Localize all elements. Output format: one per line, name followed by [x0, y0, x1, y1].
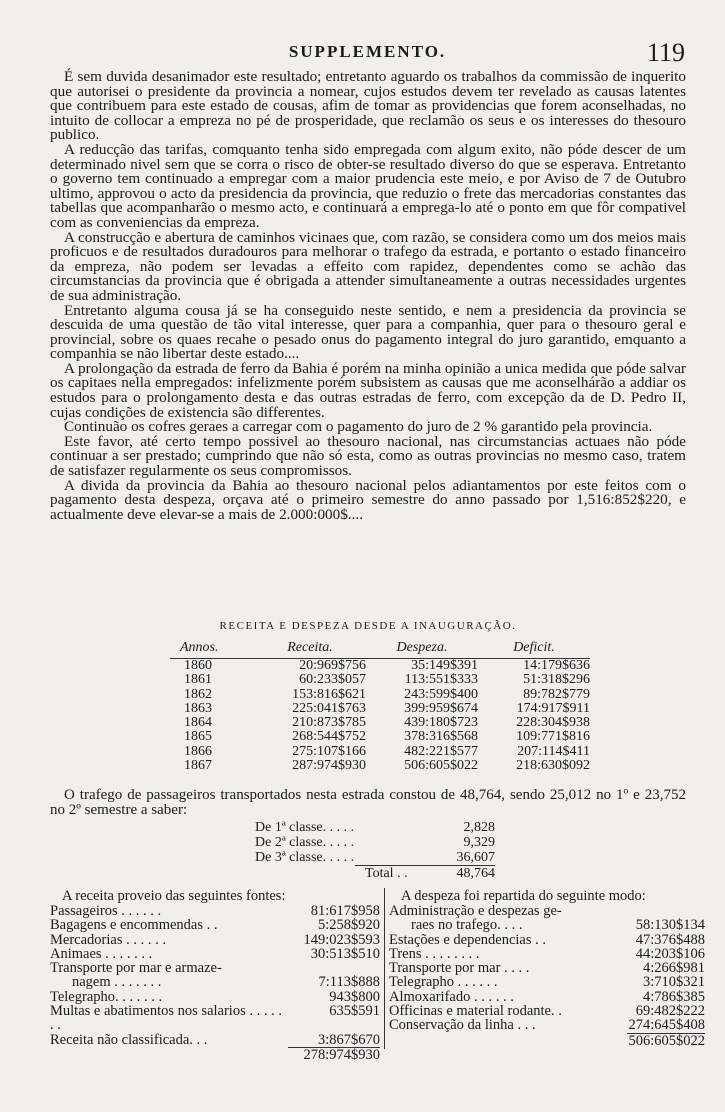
paragraph: A construcção e abertura de caminhos vicinaes que, com razão, se considera como um dos meios mais proficuos e de resultados duradouros para melhorar o trafego da estrada, e portanto o estado financeiro da empreza, não podem ser levadas a effeito com rapidez, dependentes como se achão das circumstancias da provincia que é obrigada a attender simultaneamente a outras necessidades urgentes de sua administração.	[50, 228, 686, 304]
item-label: Almoxarifado . . . . . .	[389, 988, 514, 1005]
list-item	[389, 918, 705, 932]
paragraph: A reducção das tarifas, comquanto tenha sido empregada com algum exito, não póde descer de um determinado nivel sem que se corra o risco de obter-se resultado diverso do que se esperava. Entretanto o governo tem continuado a empregar com a maior prudencia este meio, e por Aviso de 7 de Outubro ultimo, approvou o acto da presidencia da provincia, que reduzio o frete das mercadorias constantes das tabellas que acompanharão o mesmo acto, e continuará a emprega-lo até o ponto em que fôr compativel com as conveniencias da empreza.	[50, 140, 686, 231]
list-item	[389, 975, 705, 989]
total-label: Total . .	[365, 866, 408, 881]
table-cell: 153:816$621	[292, 686, 366, 702]
table-row	[170, 716, 590, 730]
list-item	[50, 961, 380, 975]
item-label: Telegrapho. . . . . . .	[50, 988, 163, 1005]
table-cell: 14:179$636	[478, 659, 590, 674]
table-cell: 225:041$763	[292, 700, 366, 716]
table-cell: 268:544$752	[292, 729, 366, 745]
item-label: Transporte por mar . . . .	[389, 960, 530, 977]
class-row	[255, 820, 495, 835]
column-header: Despeza.	[396, 640, 448, 655]
table-cell: 51:318$296	[523, 672, 590, 688]
list-item	[50, 1033, 380, 1047]
table-caption: RECEITA E DESPEZA DESDE A INAUGURAÇÃO.	[219, 620, 517, 632]
item-value: 69:482$222	[635, 1003, 705, 1020]
paragraph: A prolongação da estrada de ferro da Bahia é porém na minha opinião a unica medida que póde salvar os capitaes nella empregados: infelizmente porém subsistem as causas que me aconselhárão a addiar os estudos para o prolongamento desta e das outras estradas de ferro, com excepção da de D. Pedro II, cujas condições de existencia são differentes.	[50, 359, 686, 421]
list-item	[50, 933, 380, 947]
list-item	[50, 990, 380, 1004]
class-label: De 3ª classe. . . . .	[255, 850, 355, 865]
item-label: Bagagens e encommendas . .	[50, 917, 218, 934]
item-value: 44:203$106	[635, 945, 705, 962]
item-value: 4:786$385	[642, 988, 705, 1005]
class-row	[255, 850, 495, 865]
expense-breakdown	[384, 888, 705, 1049]
total-value: 48,764	[456, 866, 495, 881]
paragraph: É sem duvida desanimador este resultado; entretanto aguardo os trabalhos da commissão de inquerito que autorisei o presidente da provincia a nomear, cujos estudos devem ter revelado as causas latentes que contribuem para este estado de cousas, afim de tomar as providencias que forem aconselhadas, no intuito de collocar a empreza no pé de prosperidade, que reclamão os seus e os interesses do thesouro publico.	[50, 68, 686, 144]
list-item	[389, 1018, 705, 1032]
item-label: Animaes . . . . . . .	[50, 945, 153, 962]
table-cell: 20:969$756	[254, 659, 366, 674]
table-header-row	[170, 640, 590, 659]
item-value: 943$800	[329, 988, 380, 1005]
table-cell: 174:917$911	[516, 700, 590, 716]
passenger-classes	[255, 820, 495, 881]
table-row	[170, 673, 590, 687]
class-value: 36,607	[456, 850, 495, 865]
list-item	[389, 961, 705, 975]
item-label: Trens . . . . . . . .	[389, 945, 480, 962]
table-cell: 275:107$166	[292, 743, 366, 759]
revenue-heading: A receita proveio das seguintes fontes:	[62, 888, 286, 904]
item-value: 3:710$321	[642, 974, 705, 991]
item-label: Receita não classificada. . .	[50, 1031, 208, 1048]
table-row	[170, 659, 590, 674]
page-number: 119	[646, 38, 685, 67]
item-value: 5:258$920	[317, 917, 380, 934]
item-label: raes no trafego. . . .	[411, 917, 523, 934]
table-cell: 1861	[184, 672, 212, 688]
item-value: 30:513$510	[310, 945, 380, 962]
table-cell: 1866	[184, 743, 212, 759]
item-label: Administração e despezas ge-	[389, 903, 562, 919]
table-cell: 60:233$057	[299, 672, 366, 688]
item-value: 635$591	[329, 1003, 380, 1020]
item-value: 81:617$958	[310, 903, 380, 919]
item-value: 4:266$981	[642, 960, 705, 977]
column-header: Receita.	[287, 640, 333, 655]
revenue-table	[170, 640, 590, 773]
table-cell: 287:974$930	[292, 758, 366, 774]
item-value: 3:867$670	[317, 1031, 380, 1048]
class-label: De 1ª classe. . . . .	[255, 820, 355, 835]
body-text	[50, 70, 686, 522]
class-label: De 2ª classe. . . . .	[255, 835, 355, 850]
table-row	[170, 688, 590, 702]
table-row	[170, 759, 590, 773]
list-item	[50, 918, 380, 932]
item-label: Estações e dependencias . .	[389, 931, 547, 948]
list-item	[50, 975, 380, 989]
table-cell: 1865	[184, 729, 212, 745]
item-value: 149:023$593	[303, 931, 380, 948]
class-value: 9,329	[463, 835, 495, 850]
list-item	[50, 1004, 380, 1033]
list-item	[50, 947, 380, 961]
page-header	[50, 38, 685, 68]
table-cell: 109:771$816	[516, 729, 590, 745]
list-item	[389, 1004, 705, 1018]
item-value: 47:376$488	[635, 931, 705, 948]
item-value: 274:645$408	[628, 1017, 705, 1034]
table-cell: 1867	[184, 758, 212, 774]
expense-heading: A despeza foi repartida do seguinte modo:	[401, 888, 646, 904]
item-value: 58:130$134	[635, 917, 705, 934]
table-row	[170, 745, 590, 759]
table-cell: 35:149$391	[366, 659, 478, 674]
table-cell: 89:782$779	[523, 686, 590, 702]
table-cell: 218:630$092	[516, 758, 590, 774]
class-value: 2,828	[463, 820, 495, 835]
item-label: Multas e abatimentos nos salarios . . . . . . .	[50, 1003, 282, 1034]
item-value	[288, 961, 380, 975]
list-item	[389, 990, 705, 1004]
table-cell: 399:959$674	[404, 700, 478, 716]
table-cell: 1862	[184, 686, 212, 702]
column-header: Annos.	[180, 640, 219, 655]
item-label: Passageiros . . . . . .	[50, 903, 162, 919]
revenue-total: 278:974$930	[288, 1047, 380, 1063]
table-cell: 1860	[170, 659, 254, 674]
paragraph: Entretanto alguma cousa já se ha conseguido neste sentido, e nem a presidencia da provincia se descuida de uma questão de tão vital interesse, quer para a companhia, quer para o thesouro geral e provincial, sobre os quaes recahe o pesado onus do pagamento integral do juro garantido, emquanto a companhia se não libertar deste estado....	[50, 301, 686, 363]
table-cell: 1864	[184, 715, 212, 731]
traffic-text	[50, 788, 686, 817]
table-cell: 243:599$400	[404, 686, 478, 702]
table-cell: 113:551$333	[404, 672, 478, 688]
table-cell: 207:114$411	[517, 743, 590, 759]
list-item	[389, 933, 705, 947]
table-cell: 439:180$723	[404, 715, 478, 731]
item-value	[613, 904, 705, 918]
item-label: Officinas e material rodante. .	[389, 1003, 562, 1020]
class-row	[255, 835, 495, 850]
table-cell: 378:316$568	[404, 729, 478, 745]
item-label: Telegrapho . . . . . .	[389, 974, 498, 991]
item-label: Transporte por mar e armaze-	[50, 960, 222, 977]
item-label: nagem . . . . . . .	[72, 974, 162, 991]
item-label: Mercadorias . . . . . .	[50, 931, 166, 948]
running-title: SUPPLEMENTO.	[288, 42, 447, 61]
class-total-row	[355, 865, 495, 881]
expense-total: 506:605$022	[628, 1032, 705, 1049]
table-row	[170, 702, 590, 716]
revenue-sources	[50, 888, 380, 1063]
paragraph: A divida da provincia da Bahia ao thesouro nacional pelos adiantamentos por este feitos com o pagamento desta despeza, orçava até o primeiro semestre do anno passado por 1,516:852$220, e actualmente deve elevar-se a mais de 2.000:000$....	[50, 476, 686, 523]
table-row	[170, 730, 590, 744]
table-cell: 1863	[184, 700, 212, 716]
list-item	[389, 904, 705, 918]
paragraph: Este favor, até certo tempo possivel ao thesouro nacional, nas circumstancias actuaes não póde continuar a ser prestado; cumprindo que não só esta, como as outras provincias no mesmo caso, tratem de satisfazer regularmente os seus compromissos.	[50, 432, 686, 480]
paragraph: Continuão os cofres geraes a carregar com o pagamento do juro de 2 % garantido pela provincia.	[64, 418, 653, 436]
table-cell: 482:221$577	[404, 743, 478, 759]
column-header: Deficit.	[513, 640, 555, 655]
list-item	[389, 947, 705, 961]
item-label: Conservação da linha . . .	[389, 1017, 536, 1034]
item-value: 7:113$888	[318, 974, 380, 991]
table-cell: 210:873$785	[292, 715, 366, 731]
table-cell: 506:605$022	[404, 758, 478, 774]
table-cell: 228:304$938	[516, 715, 590, 731]
paragraph: O trafego de passageiros transportados nesta estrada constou de 48,764, sendo 25,012 no 1º e 23,752 no 2º semestre a saber:	[50, 787, 686, 818]
list-item	[50, 904, 380, 918]
